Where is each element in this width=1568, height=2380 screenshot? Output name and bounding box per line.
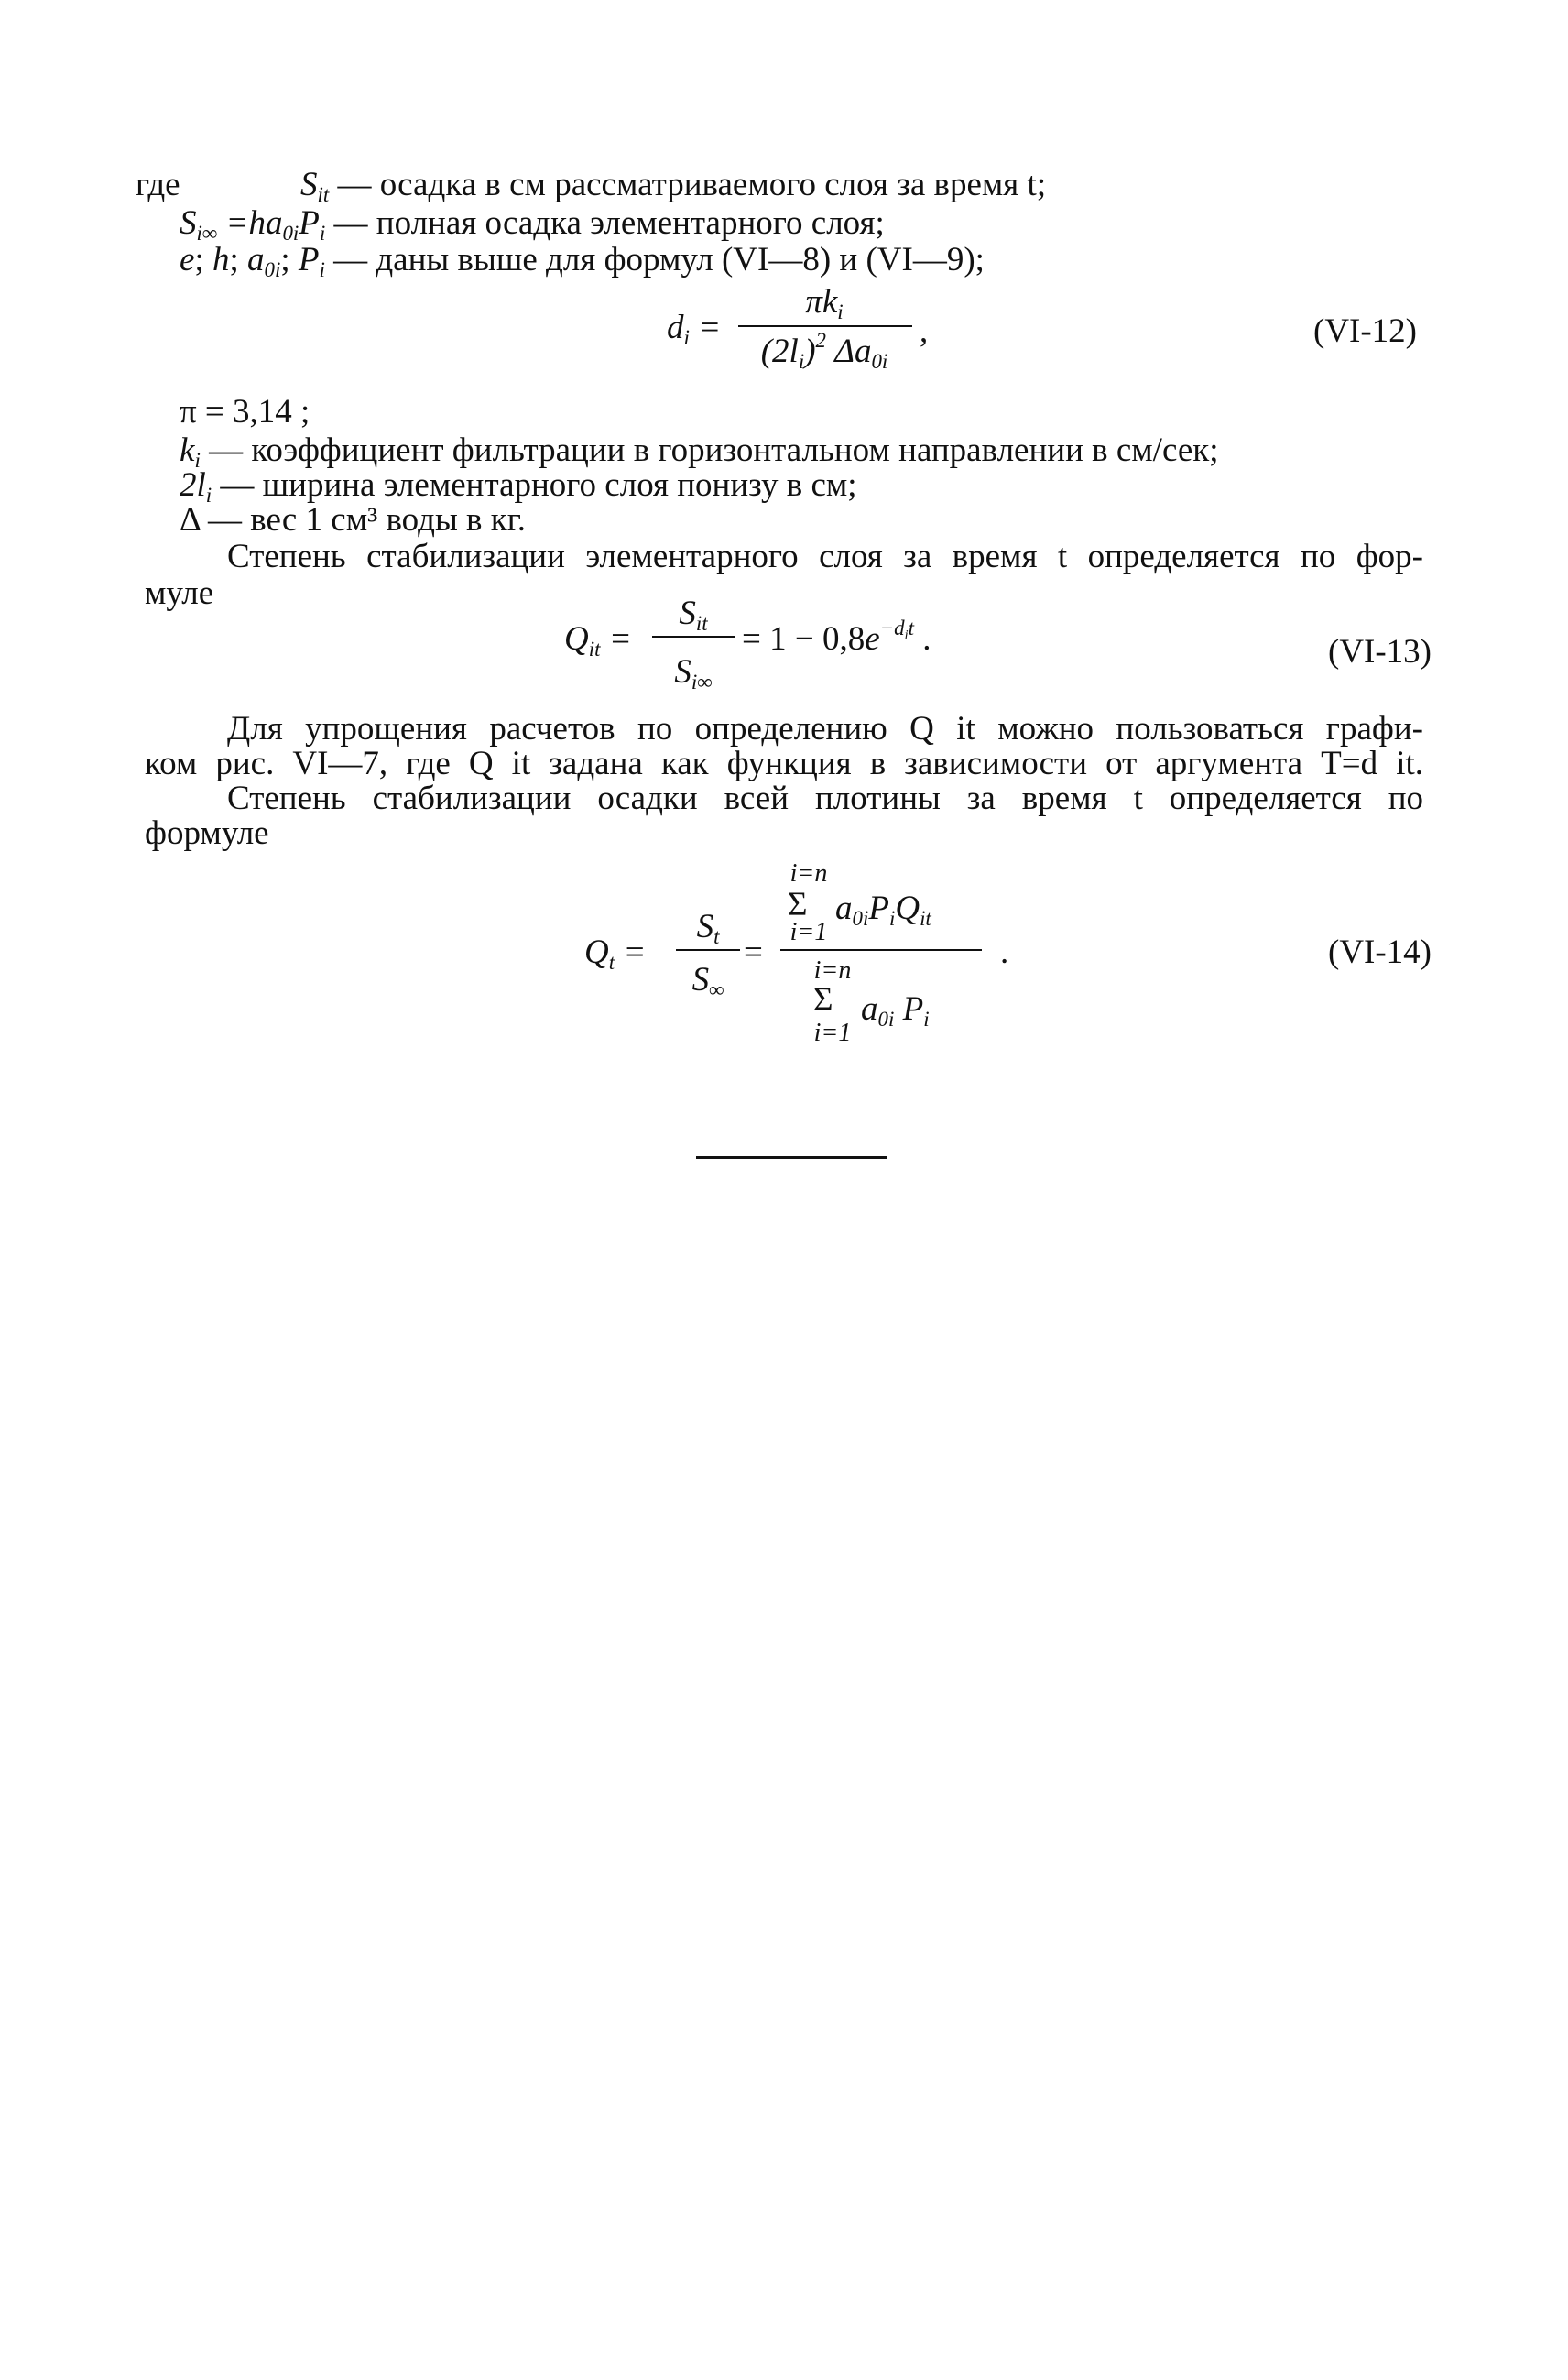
eq13-rhs-text: = 1 − 0,8 [742, 620, 866, 658]
eq14-num-lower-limit: i=1 [789, 918, 828, 946]
eq14-period: . [1000, 933, 1009, 971]
eq14-num-upper-limit: i=n [789, 859, 828, 888]
eq14-den-summand: $a_{0i}$ $P_i$ [861, 990, 930, 1031]
para1-line2: муле [145, 574, 214, 612]
where-label [136, 165, 180, 205]
eq14-den-upper-limit: i=n [813, 956, 852, 985]
def-s-it: $S_{it}$ — осадка в см рассматриваемого слоя за время t; [300, 166, 1047, 206]
eq12-fraction-bar [738, 325, 912, 327]
params-description: — даны выше для формул (VI—8) и (VI—9); [333, 241, 985, 278]
eq12-comma: , [920, 312, 929, 350]
delta-description: — вес 1 см³ воды в кг. [208, 501, 526, 539]
pi-value-text: π = 3,14 ; [180, 393, 310, 431]
para1-line1: Степень стабилизации элементарного слоя за время t определяется по фор- [227, 538, 1423, 575]
eq14-main-fraction-bar [780, 949, 982, 951]
s-inf-description: — полная осадка элементарного слоя; [333, 204, 885, 242]
eq12-numerator: $\pi k_i$ [805, 283, 844, 323]
eq14-den-lower-limit: i=1 [813, 1019, 852, 1047]
k-description: — коэффициент фильтрации в горизонтальном направлении в см/сек; [209, 431, 1219, 469]
eq13-denominator: $S_{i\infty}$ [674, 653, 713, 693]
eq12-number: (VI-12) [1313, 312, 1418, 350]
eq14-lhs: $Q_t$ = [584, 933, 647, 974]
eq14-frac1-numerator: $S_t$ [696, 908, 720, 948]
eq13-numerator: $S_{it}$ [679, 595, 708, 635]
eq14-num-sigma: Σ [788, 886, 808, 923]
where-word: где [136, 166, 180, 203]
eq14-num-summand: $a_{0i}P_iQ_{it}$ [835, 890, 931, 930]
eq12-lhs: $d_i$ = [667, 309, 722, 349]
eq14-den-sigma: Σ [813, 981, 833, 1019]
eq14-number: (VI-14) [1328, 933, 1432, 971]
def-s-inf: $S_{i\infty} =ha_{0i}P_i$ — полная осадка элементарного слоя; [180, 204, 885, 245]
eq13-number: (VI-13) [1328, 633, 1432, 671]
para2-line1: Для упрощения расчетов по определению Q it можно пользоваться графи- [227, 710, 1423, 748]
eq13-fraction-bar [652, 636, 735, 638]
def-params: e; h; $a_{0i}$; $P_i$ — даны выше для формул (VI—8) и (VI—9); [180, 241, 985, 281]
def-k: $k_i$ — коэффициент фильтрации в горизонтальном направлении в см/сек; [180, 431, 1219, 472]
pi-value [180, 392, 310, 432]
eq13-lhs: $Q_{it}$ = [564, 620, 632, 661]
section-end-rule [696, 1156, 887, 1159]
para3-line2: формуле [145, 814, 269, 852]
s-it-description: — осадка в см рассматриваемого слоя за время t; [337, 166, 1047, 203]
l-description: — ширина элементарного слоя понизу в см; [220, 466, 857, 504]
eq13-rhs: = $1 - 0,8e^{-d_it}$ . [742, 616, 931, 658]
eq14-frac1-bar [676, 949, 740, 951]
para2-line2: ком рис. VI—7, где Q it задана как функция в зависимости от аргумента T=d it. [145, 745, 1423, 782]
eq14-frac1-denominator: $S_\infty$ [691, 961, 724, 1001]
para3-line1: Степень стабилизации осадки всей плотины за время t определяется по [227, 780, 1423, 817]
eq14-equals: = [744, 933, 763, 971]
def-l: $2l_i$ — ширина элементарного слоя понизу в см; [180, 466, 857, 507]
def-delta: Δ — вес 1 см³ воды в кг. [180, 501, 526, 539]
eq12-denominator: $(2l_i)^2$ $\Delta a_{0i}$ [760, 328, 888, 373]
